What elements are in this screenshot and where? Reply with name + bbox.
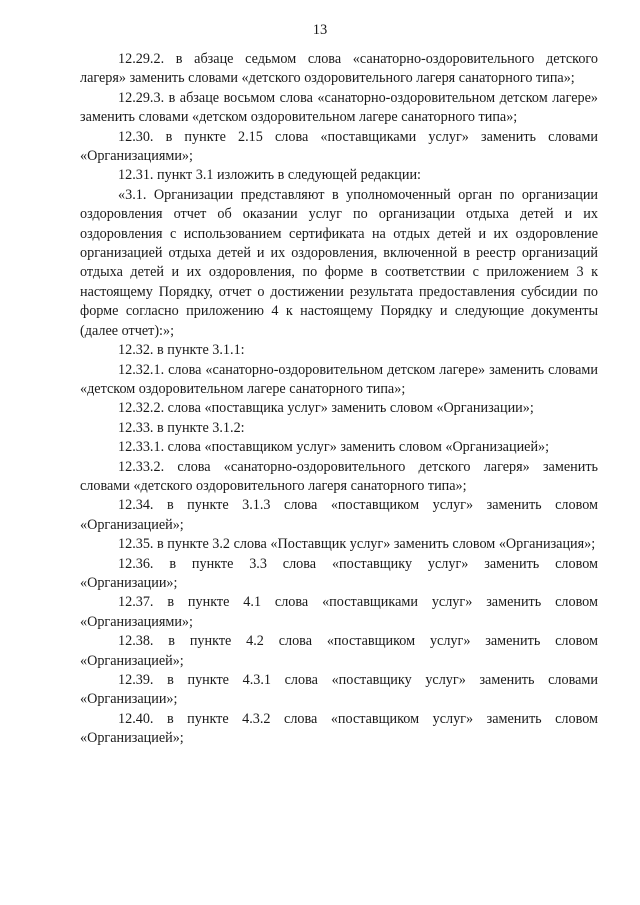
paragraph-12-30: 12.30. в пункте 2.15 слова «поставщиками услуг» заменить словами «Организациями»;	[80, 128, 598, 165]
paragraph-12-32-2: 12.32.2. слова «поставщика услуг» заменить словом «Организации»;	[118, 400, 534, 417]
paragraph-12-29-3: 12.29.3. в абзаце восьмом слова «санаторно-оздоровительном детском лагере» заменить словами «детском оздоровительном лагере санаторного типа»;	[80, 89, 598, 126]
paragraph-12-33-1: 12.33.1. слова «поставщиком услуг» заменить словом «Организацией»;	[118, 439, 550, 456]
paragraph-12-31: 12.31. пункт 3.1 изложить в следующей редакции:	[118, 167, 421, 184]
paragraph-12-33: 12.33. в пункте 3.1.2:	[118, 419, 245, 436]
paragraph-12-32-1: 12.32.1. слова «санаторно-оздоровительном детском лагере» заменить словами «детском оздоровительном лагере санаторного типа»;	[80, 361, 598, 397]
paragraph-12-32: 12.32. в пункте 3.1.1:	[118, 342, 245, 359]
paragraph-12-34: 12.34. в пункте 3.1.3 слова «поставщиком услуг» заменить словом «Организацией»;	[80, 497, 598, 533]
paragraph-3-1-quote: «3.1. Организации представляют в уполномоченный орган по организации оздоровления отчет об оказании услуг по организации отдыха детей и их оздоровления с использованием сертификата на отдых детей и их оздоровление организацией отдыха детей и их оздоровления, включенной в реестр организаций отдыха детей и их оздоровления, по форме в соответствии с приложением 3 к настоящему Порядку, отчет о достижении результата предоставления субсидии по форме согласно приложению 4 к настоящему Порядку и следующие документы (далее отчет):»;	[80, 186, 598, 339]
paragraph-12-40: 12.40. в пункте 4.3.2 слова «поставщиком услуг» заменить словом «Организацией»;	[80, 710, 598, 747]
paragraph-12-35: 12.35. в пункте 3.2 слова «Поставщик услуг» заменить словом «Организация»;	[118, 536, 596, 553]
paragraph-12-39: 12.39. в пункте 4.3.1 слова «поставщику услуг» заменить словами «Организации»;	[80, 672, 598, 708]
page-number: 13	[312, 22, 328, 38]
paragraph-12-38: 12.38. в пункте 4.2 слова «поставщиком услуг» заменить словом «Организацией»;	[80, 633, 598, 669]
paragraph-12-37: 12.37. в пункте 4.1 слова «поставщиками услуг» заменить словом «Организациями»;	[80, 594, 598, 630]
paragraph-12-33-2: 12.33.2. слова «санаторно-оздоровительного детского лагеря» заменить словами «детского оздоровительного лагеря санаторного типа»;	[80, 458, 598, 494]
paragraph-12-29-2: 12.29.2. в абзаце седьмом слова «санаторно-оздоровительного детского лагеря» заменить словами «детского оздоровительного лагеря санаторного типа»;	[80, 51, 598, 87]
document-body	[80, 50, 598, 749]
paragraph-12-36: 12.36. в пункте 3.3 слова «поставщику услуг» заменить словом «Организации»;	[80, 555, 598, 591]
